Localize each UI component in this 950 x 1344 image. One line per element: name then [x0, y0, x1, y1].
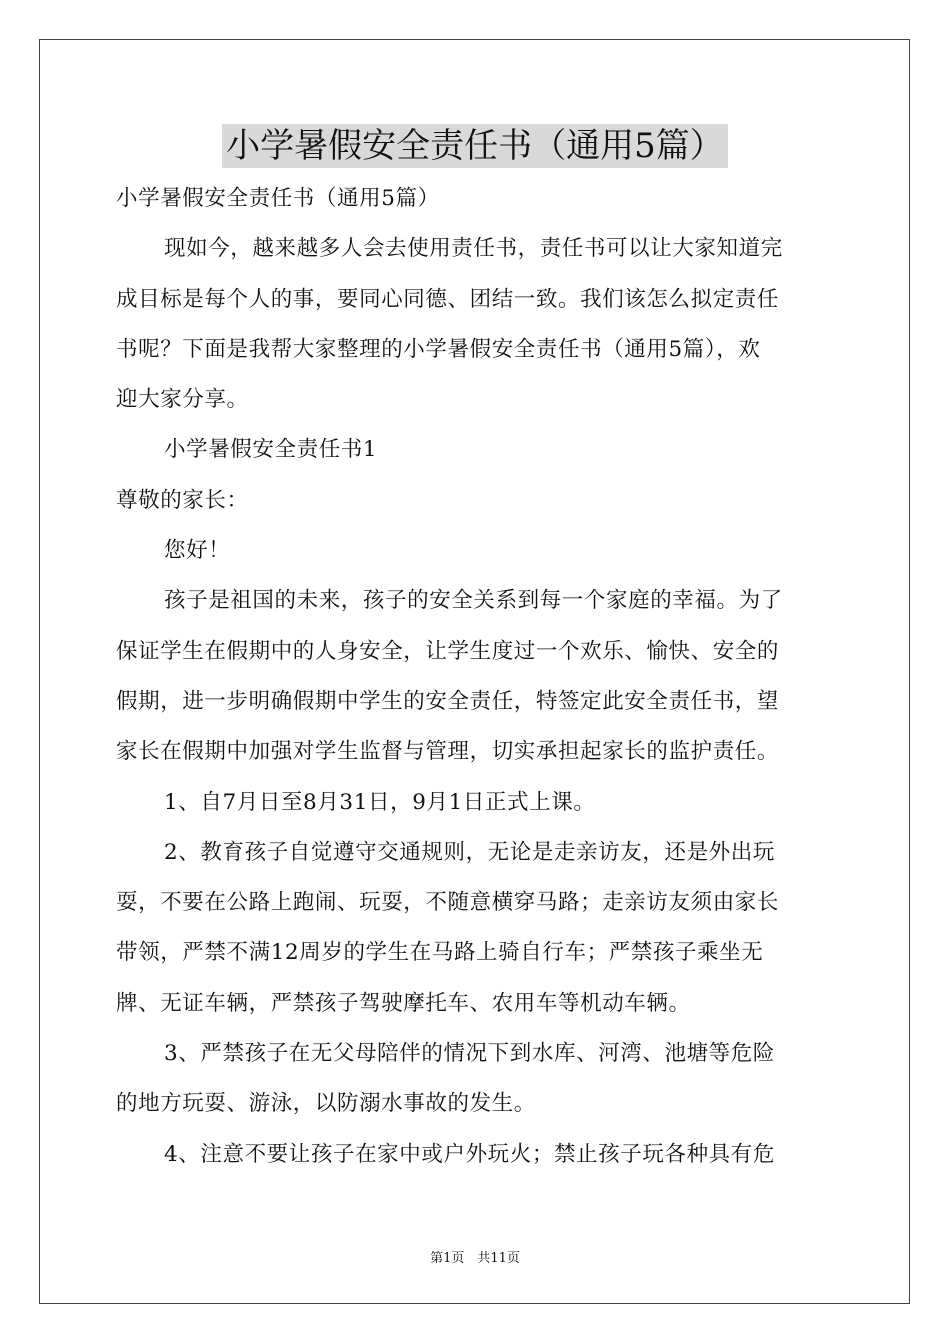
paragraph-line: 保证学生在假期中的人身安全，让学生度过一个欢乐、愉快、安全的 — [116, 638, 780, 664]
paragraph-line: 成目标是每个人的事，要同心同德、团结一致。我们该怎么拟定责任 — [116, 286, 780, 312]
document-body — [116, 174, 836, 1180]
paragraph-line: 耍，不要在公路上跑闹、玩耍，不随意横穿马路；走亲访友须由家长 — [116, 890, 780, 916]
document-title: 小学暑假安全责任书（通用5篇） — [222, 124, 728, 168]
page-footer: 第1页 共11页 — [430, 1251, 520, 1266]
paragraph-line: 家长在假期中加强对学生监督与管理，切实承担起家长的监护责任。 — [116, 739, 780, 765]
paragraph-line: 孩子是祖国的未来，孩子的安全关系到每一个家庭的幸福。为了 — [164, 588, 783, 614]
list-item: 4、注意不要让孩子在家中或户外玩火；禁止孩子玩各种具有危 — [164, 1141, 775, 1167]
section-heading: 小学暑假安全责任书1 — [164, 437, 378, 463]
greeting: 您好！ — [164, 538, 231, 564]
list-item: 2、教育孩子自觉遵守交通规则，无论是走亲访友，还是外出玩 — [164, 839, 775, 865]
subtitle-line: 小学暑假安全责任书（通用5篇） — [116, 186, 440, 211]
title-wrap — [0, 124, 950, 168]
paragraph-line: 的地方玩耍、游泳，以防溺水事故的发生。 — [116, 1091, 536, 1117]
salutation: 尊敬的家长： — [116, 487, 249, 513]
list-item: 3、严禁孩子在无父母陪伴的情况下到水库、河湾、池塘等危险 — [164, 1041, 775, 1067]
paragraph-line: 现如今，越来越多人会去使用责任书，责任书可以让大家知道完 — [164, 236, 783, 262]
paragraph-line: 迎大家分享。 — [116, 387, 249, 413]
paragraph-line: 带领，严禁不满12周岁的学生在马路上骑自行车；严禁孩子乘坐无 — [116, 940, 764, 966]
list-item: 1、自7月日至8月31日，9月1日正式上课。 — [164, 789, 596, 815]
paragraph-line: 牌、无证车辆，严禁孩子驾驶摩托车、农用车等机动车辆。 — [116, 990, 691, 1016]
paragraph-line: 书呢？下面是我帮大家整理的小学暑假安全责任书（通用5篇），欢 — [116, 336, 761, 362]
paragraph-line: 假期，进一步明确假期中学生的安全责任，特签定此安全责任书，望 — [116, 688, 780, 714]
